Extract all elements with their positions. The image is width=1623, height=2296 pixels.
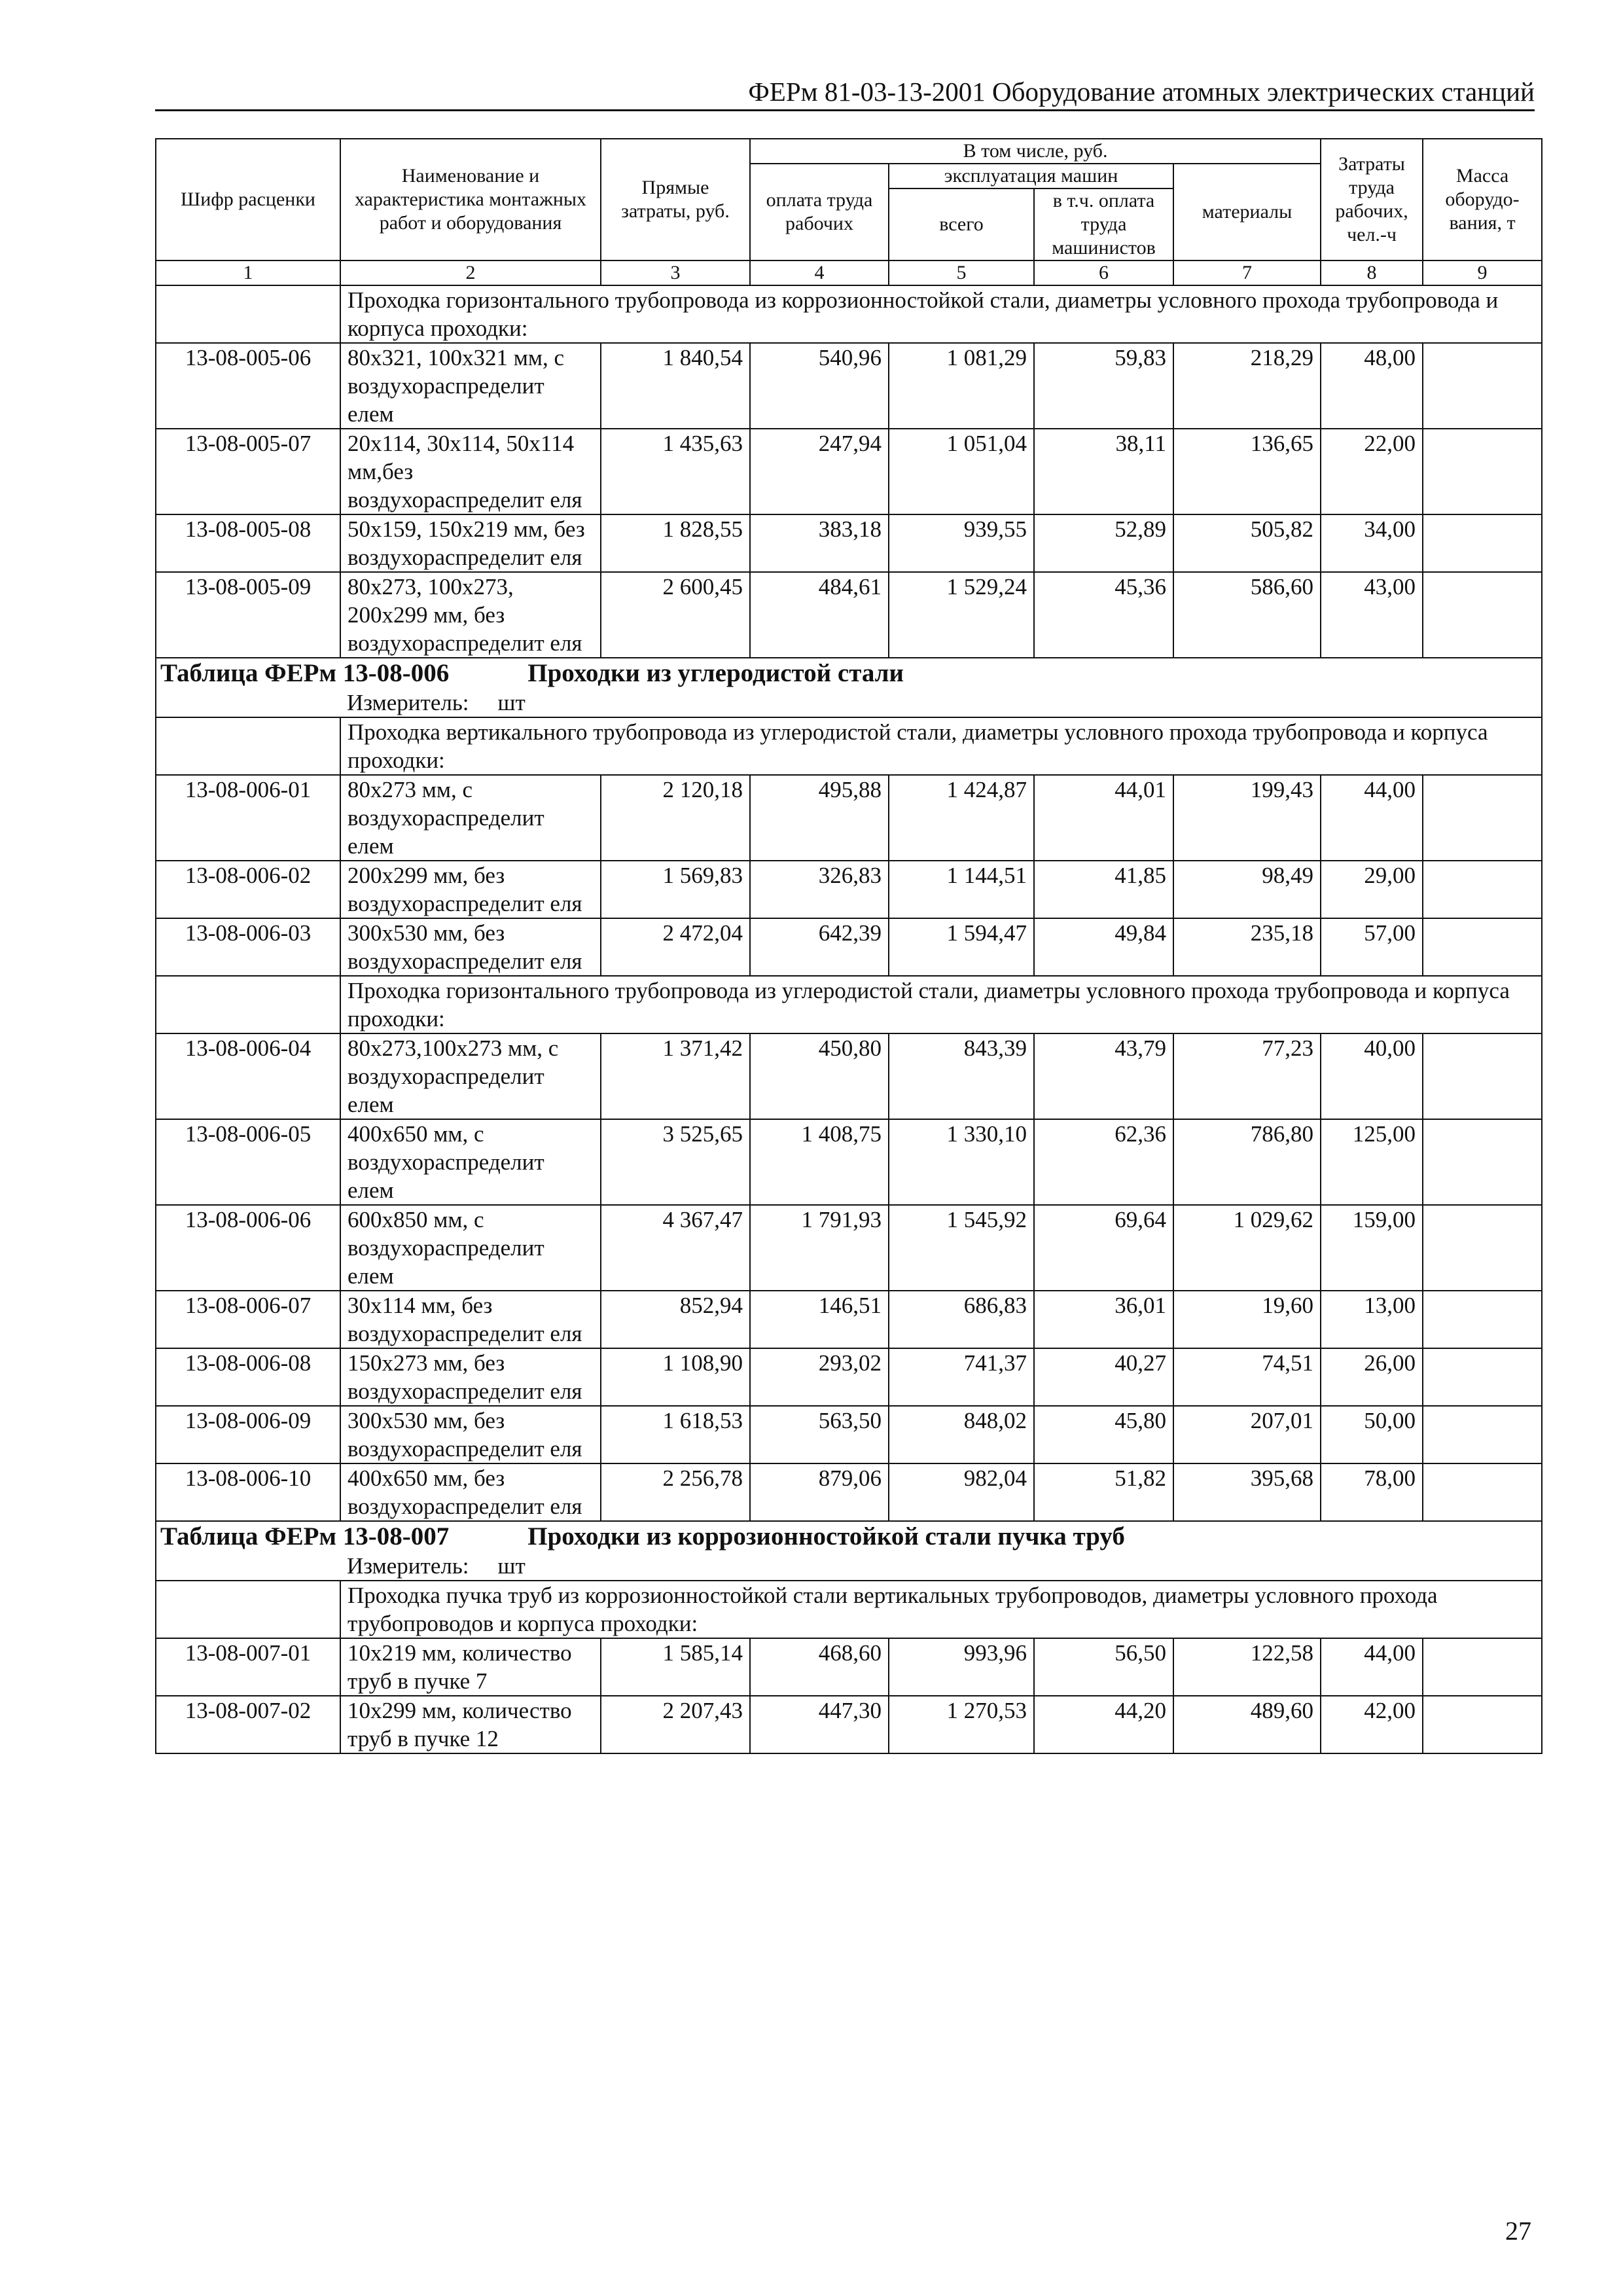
table-row (156, 918, 1542, 976)
direct-costs: 2 472,04 (601, 918, 750, 976)
rate-code: 13-08-005-06 (156, 343, 340, 429)
work-name: 80x273,100x273 мм, с воздухораспределит елем (340, 1033, 601, 1119)
materials-cost: 235,18 (1173, 918, 1321, 976)
section-title-row (156, 658, 1542, 689)
equipment-mass (1423, 1291, 1542, 1348)
direct-costs: 1 840,54 (601, 343, 750, 429)
rate-code: 13-08-006-08 (156, 1348, 340, 1406)
section-table-id: Таблица ФЕРм 13-08-006 (160, 659, 450, 687)
machines-total: 939,55 (889, 514, 1034, 572)
work-name: 600x850 мм, с воздухораспределит елем (340, 1205, 601, 1291)
labor-hours: 44,00 (1321, 775, 1423, 861)
col-header-labor-hours: Затраты труда рабочих, чел.-ч (1321, 139, 1423, 260)
section-table-title: Проходки из углеродистой стали (527, 659, 904, 687)
machinist-pay: 49,84 (1034, 918, 1173, 976)
machines-total: 1 594,47 (889, 918, 1034, 976)
direct-costs: 2 120,18 (601, 775, 750, 861)
direct-costs: 2 207,43 (601, 1696, 750, 1753)
col-number: 3 (601, 260, 750, 285)
labor-hours: 57,00 (1321, 918, 1423, 976)
page-number: 27 (1505, 2216, 1531, 2246)
page-header-title: ФЕРм 81-03-13-2001 Оборудование атомных электрических станций (155, 75, 1535, 111)
equipment-mass (1423, 1406, 1542, 1463)
materials-cost: 19,60 (1173, 1291, 1321, 1348)
labor-pay: 293,02 (750, 1348, 889, 1406)
group-description-row (156, 976, 1542, 1033)
col-header-code: Шифр расценки (156, 139, 340, 260)
labor-pay: 642,39 (750, 918, 889, 976)
materials-cost: 586,60 (1173, 572, 1321, 658)
labor-hours: 29,00 (1321, 861, 1423, 918)
section-meter-row (156, 689, 1542, 717)
work-name: 200x299 мм, без воздухораспределит еля (340, 861, 601, 918)
work-name: 20x114, 30x114, 50x114 мм,без воздухораспределит еля (340, 429, 601, 514)
materials-cost: 98,49 (1173, 861, 1321, 918)
table-row (156, 343, 1542, 429)
rate-code: 13-08-007-01 (156, 1638, 340, 1696)
table-row (156, 429, 1542, 514)
labor-hours: 50,00 (1321, 1406, 1423, 1463)
table-row (156, 1205, 1542, 1291)
labor-pay: 495,88 (750, 775, 889, 861)
materials-cost: 505,82 (1173, 514, 1321, 572)
labor-pay: 484,61 (750, 572, 889, 658)
labor-pay: 326,83 (750, 861, 889, 918)
col-header-mass: Масса оборудо-вания, т (1423, 139, 1542, 260)
machinist-pay: 44,01 (1034, 775, 1173, 861)
machinist-pay: 62,36 (1034, 1119, 1173, 1205)
machines-total: 741,37 (889, 1348, 1034, 1406)
machines-total: 848,02 (889, 1406, 1034, 1463)
rate-code: 13-08-006-06 (156, 1205, 340, 1291)
machines-total: 1 529,24 (889, 572, 1034, 658)
direct-costs: 1 435,63 (601, 429, 750, 514)
machines-total: 993,96 (889, 1638, 1034, 1696)
direct-costs: 1 618,53 (601, 1406, 750, 1463)
group-description-row (156, 717, 1542, 775)
column-numbers-row (156, 260, 1542, 285)
group-description-row (156, 1581, 1542, 1638)
col-header-labor-pay: оплата труда рабочих (750, 164, 889, 260)
col-number: 6 (1034, 260, 1173, 285)
direct-costs: 3 525,65 (601, 1119, 750, 1205)
work-name: 400x650 мм, с воздухораспределит елем (340, 1119, 601, 1205)
machinist-pay: 40,27 (1034, 1348, 1173, 1406)
labor-hours: 34,00 (1321, 514, 1423, 572)
labor-hours: 42,00 (1321, 1696, 1423, 1753)
labor-pay: 383,18 (750, 514, 889, 572)
rate-code: 13-08-006-02 (156, 861, 340, 918)
direct-costs: 1 371,42 (601, 1033, 750, 1119)
direct-costs: 1 108,90 (601, 1348, 750, 1406)
equipment-mass (1423, 429, 1542, 514)
machines-total: 843,39 (889, 1033, 1034, 1119)
machinist-pay: 38,11 (1034, 429, 1173, 514)
group-description-row (156, 285, 1542, 343)
work-name: 300x530 мм, без воздухораспределит еля (340, 918, 601, 976)
work-name: 80x321, 100x321 мм, с воздухораспределит елем (340, 343, 601, 429)
materials-cost: 218,29 (1173, 343, 1321, 429)
table-row (156, 572, 1542, 658)
col-number: 5 (889, 260, 1034, 285)
materials-cost: 199,43 (1173, 775, 1321, 861)
machines-total: 1 270,53 (889, 1696, 1034, 1753)
work-name: 400x650 мм, без воздухораспределит еля (340, 1463, 601, 1521)
labor-hours: 125,00 (1321, 1119, 1423, 1205)
equipment-mass (1423, 1638, 1542, 1696)
equipment-mass (1423, 775, 1542, 861)
work-name: 80x273 мм, с воздухораспределит елем (340, 775, 601, 861)
equipment-mass (1423, 1696, 1542, 1753)
materials-cost: 786,80 (1173, 1119, 1321, 1205)
machines-total: 1 424,87 (889, 775, 1034, 861)
group-description: Проходка вертикального трубопровода из углеродистой стали, диаметры условного прохода трубопровода и корпуса проходки: (340, 717, 1542, 775)
materials-cost: 1 029,62 (1173, 1205, 1321, 1291)
labor-hours: 48,00 (1321, 343, 1423, 429)
section-meter (340, 689, 1542, 717)
machines-total: 1 144,51 (889, 861, 1034, 918)
rate-code: 13-08-006-04 (156, 1033, 340, 1119)
empty-cell (156, 717, 340, 775)
rate-code: 13-08-006-09 (156, 1406, 340, 1463)
table-row (156, 1291, 1542, 1348)
materials-cost: 74,51 (1173, 1348, 1321, 1406)
labor-hours: 44,00 (1321, 1638, 1423, 1696)
col-header-direct: Прямые затраты, руб. (601, 139, 750, 260)
table-row (156, 1696, 1542, 1753)
col-header-machines: эксплуатация машин (889, 164, 1173, 188)
work-name: 30x114 мм, без воздухораспределит еля (340, 1291, 601, 1348)
equipment-mass (1423, 1033, 1542, 1119)
labor-hours: 78,00 (1321, 1463, 1423, 1521)
rates-table-body (156, 285, 1542, 1753)
labor-pay: 540,96 (750, 343, 889, 429)
machinist-pay: 45,36 (1034, 572, 1173, 658)
direct-costs: 2 256,78 (601, 1463, 750, 1521)
machinist-pay: 59,83 (1034, 343, 1173, 429)
col-header-materials: материалы (1173, 164, 1321, 260)
machines-total: 982,04 (889, 1463, 1034, 1521)
table-row (156, 1348, 1542, 1406)
labor-pay: 563,50 (750, 1406, 889, 1463)
work-name: 150x273 мм, без воздухораспределит еля (340, 1348, 601, 1406)
labor-pay: 447,30 (750, 1696, 889, 1753)
materials-cost: 122,58 (1173, 1638, 1321, 1696)
direct-costs: 1 569,83 (601, 861, 750, 918)
equipment-mass (1423, 1205, 1542, 1291)
rate-code: 13-08-006-10 (156, 1463, 340, 1521)
equipment-mass (1423, 343, 1542, 429)
empty-cell (156, 1552, 340, 1581)
labor-pay: 879,06 (750, 1463, 889, 1521)
direct-costs: 1 585,14 (601, 1638, 750, 1696)
machinist-pay: 69,64 (1034, 1205, 1173, 1291)
machinist-pay: 52,89 (1034, 514, 1173, 572)
labor-hours: 13,00 (1321, 1291, 1423, 1348)
table-row (156, 1406, 1542, 1463)
group-description: Проходка горизонтального трубопровода из углеродистой стали, диаметры условного прохода трубопровода и корпуса проходки: (340, 976, 1542, 1033)
col-number: 9 (1423, 260, 1542, 285)
work-name: 300x530 мм, без воздухораспределит еля (340, 1406, 601, 1463)
materials-cost: 207,01 (1173, 1406, 1321, 1463)
section-meter-row (156, 1552, 1542, 1581)
work-name: 10x299 мм, количество труб в пучке 12 (340, 1696, 601, 1753)
machinist-pay: 51,82 (1034, 1463, 1173, 1521)
col-header-machinist-pay: в т.ч. оплата труда машинистов (1034, 188, 1173, 260)
rate-code: 13-08-006-03 (156, 918, 340, 976)
labor-hours: 40,00 (1321, 1033, 1423, 1119)
table-row (156, 514, 1542, 572)
machinist-pay: 43,79 (1034, 1033, 1173, 1119)
section-meter (340, 1552, 1542, 1581)
materials-cost: 489,60 (1173, 1696, 1321, 1753)
rate-code: 13-08-006-07 (156, 1291, 340, 1348)
empty-cell (156, 689, 340, 717)
rate-code: 13-08-006-05 (156, 1119, 340, 1205)
section-title (156, 658, 1542, 689)
section-title-row (156, 1521, 1542, 1552)
meter-unit: шт (497, 1553, 526, 1579)
machinist-pay: 41,85 (1034, 861, 1173, 918)
meter-unit: шт (497, 690, 526, 715)
machinist-pay: 45,80 (1034, 1406, 1173, 1463)
machinist-pay: 44,20 (1034, 1696, 1173, 1753)
table-row (156, 1463, 1542, 1521)
labor-hours: 43,00 (1321, 572, 1423, 658)
machines-total: 1 081,29 (889, 343, 1034, 429)
equipment-mass (1423, 1119, 1542, 1205)
labor-hours: 26,00 (1321, 1348, 1423, 1406)
direct-costs: 4 367,47 (601, 1205, 750, 1291)
col-number: 4 (750, 260, 889, 285)
section-title (156, 1521, 1542, 1552)
materials-cost: 395,68 (1173, 1463, 1321, 1521)
section-table-title: Проходки из коррозионностойкой стали пучка труб (527, 1522, 1125, 1551)
machines-total: 686,83 (889, 1291, 1034, 1348)
equipment-mass (1423, 918, 1542, 976)
col-number: 2 (340, 260, 601, 285)
table-row (156, 1033, 1542, 1119)
table-row (156, 1119, 1542, 1205)
direct-costs: 852,94 (601, 1291, 750, 1348)
rate-code: 13-08-005-08 (156, 514, 340, 572)
labor-pay: 468,60 (750, 1638, 889, 1696)
machines-total: 1 330,10 (889, 1119, 1034, 1205)
equipment-mass (1423, 1463, 1542, 1521)
labor-pay: 1 791,93 (750, 1205, 889, 1291)
col-number: 1 (156, 260, 340, 285)
work-name: 10x219 мм, количество труб в пучке 7 (340, 1638, 601, 1696)
equipment-mass (1423, 861, 1542, 918)
table-row (156, 775, 1542, 861)
labor-pay: 146,51 (750, 1291, 889, 1348)
col-number: 7 (1173, 260, 1321, 285)
materials-cost: 136,65 (1173, 429, 1321, 514)
col-header-machines-total: всего (889, 188, 1034, 260)
group-description: Проходка пучка труб из коррозионностойкой стали вертикальных трубопроводов, диаметры условного прохода трубопроводов и корпуса проходки: (340, 1581, 1542, 1638)
materials-cost: 77,23 (1173, 1033, 1321, 1119)
meter-label: Измеритель: (347, 690, 469, 715)
col-header-name: Наименование и характеристика монтажных работ и оборудования (340, 139, 601, 260)
machines-total: 1 545,92 (889, 1205, 1034, 1291)
equipment-mass (1423, 1348, 1542, 1406)
labor-hours: 159,00 (1321, 1205, 1423, 1291)
machinist-pay: 36,01 (1034, 1291, 1173, 1348)
empty-cell (156, 976, 340, 1033)
labor-pay: 1 408,75 (750, 1119, 889, 1205)
labor-pay: 450,80 (750, 1033, 889, 1119)
meter-label: Измеритель: (347, 1553, 469, 1579)
labor-pay: 247,94 (750, 429, 889, 514)
machinist-pay: 56,50 (1034, 1638, 1173, 1696)
direct-costs: 2 600,45 (601, 572, 750, 658)
empty-cell (156, 1581, 340, 1638)
col-number: 8 (1321, 260, 1423, 285)
direct-costs: 1 828,55 (601, 514, 750, 572)
table-row (156, 861, 1542, 918)
empty-cell (156, 285, 340, 343)
rate-code: 13-08-005-09 (156, 572, 340, 658)
group-description: Проходка горизонтального трубопровода из коррозионностойкой стали, диаметры условного прохода трубопровода и корпуса проходки: (340, 285, 1542, 343)
section-table-id: Таблица ФЕРм 13-08-007 (160, 1522, 450, 1551)
rate-code: 13-08-006-01 (156, 775, 340, 861)
equipment-mass (1423, 514, 1542, 572)
rate-code: 13-08-005-07 (156, 429, 340, 514)
rates-table (155, 138, 1543, 1754)
table-row (156, 1638, 1542, 1696)
col-header-including: В том числе, руб. (750, 139, 1321, 164)
work-name: 80x273, 100x273, 200x299 мм, без воздухораспределит еля (340, 572, 601, 658)
work-name: 50x159, 150x219 мм, без воздухораспределит еля (340, 514, 601, 572)
labor-hours: 22,00 (1321, 429, 1423, 514)
machines-total: 1 051,04 (889, 429, 1034, 514)
rate-code: 13-08-007-02 (156, 1696, 340, 1753)
equipment-mass (1423, 572, 1542, 658)
